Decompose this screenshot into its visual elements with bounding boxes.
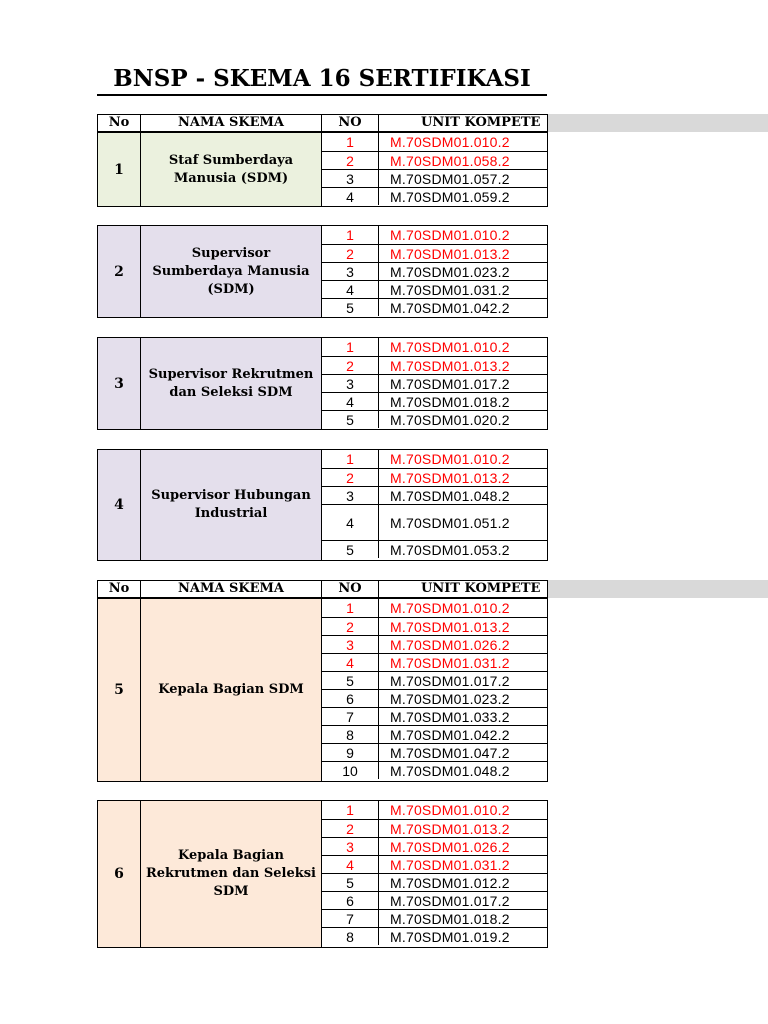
unit-number: 7 bbox=[322, 708, 379, 725]
unit-code: M.70SDM01.031.2 bbox=[390, 856, 510, 873]
unit-number: 8 bbox=[322, 928, 379, 945]
scheme-number: 1 bbox=[98, 133, 141, 206]
scheme-name: Supervisor Sumberdaya Manusia (SDM) bbox=[141, 226, 322, 317]
unit-code: M.70SDM01.010.2 bbox=[390, 600, 510, 616]
unit-row bbox=[322, 635, 547, 653]
unit-number: 5 bbox=[322, 299, 379, 316]
unit-code: M.70SDM01.057.2 bbox=[390, 170, 510, 187]
unit-code: M.70SDM01.020.2 bbox=[390, 411, 510, 428]
scheme-block bbox=[97, 449, 548, 561]
unit-row bbox=[322, 540, 547, 558]
unit-code: M.70SDM01.047.2 bbox=[390, 744, 510, 761]
unit-number: 2 bbox=[322, 618, 379, 635]
unit-number: 6 bbox=[322, 690, 379, 707]
scheme-block bbox=[97, 598, 548, 782]
unit-number: 4 bbox=[322, 393, 379, 410]
unit-number: 2 bbox=[322, 357, 379, 374]
unit-row bbox=[322, 450, 547, 468]
scheme-block bbox=[97, 800, 548, 948]
unit-row bbox=[322, 151, 547, 169]
unit-row bbox=[322, 927, 547, 945]
unit-code: M.70SDM01.018.2 bbox=[390, 393, 510, 410]
unit-row bbox=[322, 725, 547, 743]
scheme-block bbox=[97, 132, 548, 207]
unit-row bbox=[322, 909, 547, 927]
scheme-name: Kepala Bagian SDM bbox=[141, 599, 322, 781]
unit-code: M.70SDM01.048.2 bbox=[390, 487, 510, 504]
unit-row bbox=[322, 891, 547, 909]
unit-code: M.70SDM01.059.2 bbox=[390, 188, 510, 205]
unit-row bbox=[322, 244, 547, 262]
unit-code: M.70SDM01.013.2 bbox=[390, 618, 510, 635]
unit-code: M.70SDM01.010.2 bbox=[390, 134, 510, 150]
unit-code: M.70SDM01.013.2 bbox=[390, 357, 510, 374]
unit-number: 3 bbox=[322, 487, 379, 504]
unit-number: 4 bbox=[322, 654, 379, 671]
unit-number: 4 bbox=[322, 856, 379, 873]
unit-code: M.70SDM01.010.2 bbox=[390, 339, 510, 355]
unit-number: 2 bbox=[322, 469, 379, 486]
unit-code: M.70SDM01.013.2 bbox=[390, 245, 510, 262]
unit-number: 5 bbox=[322, 541, 379, 558]
unit-row bbox=[322, 837, 547, 855]
unit-row bbox=[322, 169, 547, 187]
scheme-number: 5 bbox=[98, 599, 141, 781]
unit-code: M.70SDM01.010.2 bbox=[390, 451, 510, 467]
unit-code: M.70SDM01.023.2 bbox=[390, 263, 510, 280]
unit-code: M.70SDM01.017.2 bbox=[390, 672, 510, 689]
unit-number: 1 bbox=[322, 338, 379, 356]
unit-row bbox=[322, 410, 547, 428]
unit-number: 4 bbox=[322, 505, 379, 540]
table-header bbox=[97, 580, 548, 598]
unit-number: 5 bbox=[322, 874, 379, 891]
scheme-block bbox=[97, 225, 548, 318]
scheme-number: 6 bbox=[98, 801, 141, 947]
unit-code: M.70SDM01.042.2 bbox=[390, 299, 510, 316]
unit-number: 9 bbox=[322, 744, 379, 761]
unit-code: M.70SDM01.012.2 bbox=[390, 874, 510, 891]
unit-code: M.70SDM01.031.2 bbox=[390, 654, 510, 671]
unit-code: M.70SDM01.026.2 bbox=[390, 838, 510, 855]
unit-code: M.70SDM01.058.2 bbox=[390, 152, 510, 169]
unit-row bbox=[322, 743, 547, 761]
scheme-number: 2 bbox=[98, 226, 141, 317]
unit-code: M.70SDM01.017.2 bbox=[390, 892, 510, 909]
unit-code: M.70SDM01.042.2 bbox=[390, 726, 510, 743]
header-no: No bbox=[98, 115, 141, 131]
unit-code: M.70SDM01.013.2 bbox=[390, 820, 510, 837]
unit-number: 5 bbox=[322, 672, 379, 689]
unit-list bbox=[322, 338, 547, 429]
unit-row bbox=[322, 801, 547, 819]
scheme-number: 4 bbox=[98, 450, 141, 560]
scheme-name: Supervisor Rekrutmen dan Seleksi SDM bbox=[141, 338, 322, 429]
unit-row bbox=[322, 486, 547, 504]
unit-row bbox=[322, 280, 547, 298]
unit-row bbox=[322, 226, 547, 244]
unit-list bbox=[322, 450, 547, 560]
unit-code: M.70SDM01.051.2 bbox=[390, 514, 510, 531]
header-nama-skema: NAMA SKEMA bbox=[141, 115, 322, 131]
unit-number: 1 bbox=[322, 801, 379, 819]
unit-number: 2 bbox=[322, 152, 379, 169]
unit-number: 3 bbox=[322, 263, 379, 280]
unit-number: 6 bbox=[322, 892, 379, 909]
unit-row bbox=[322, 468, 547, 486]
unit-row bbox=[322, 298, 547, 316]
unit-number: 3 bbox=[322, 636, 379, 653]
unit-row bbox=[322, 133, 547, 151]
scheme-name: Supervisor Hubungan Industrial bbox=[141, 450, 322, 560]
unit-number: 1 bbox=[322, 133, 379, 151]
unit-number: 1 bbox=[322, 599, 379, 617]
unit-row bbox=[322, 338, 547, 356]
unit-number: 4 bbox=[322, 281, 379, 298]
header-band bbox=[548, 114, 768, 132]
header-no: No bbox=[98, 581, 141, 597]
unit-code: M.70SDM01.018.2 bbox=[390, 910, 510, 927]
unit-row bbox=[322, 356, 547, 374]
unit-row bbox=[322, 262, 547, 280]
unit-row bbox=[322, 873, 547, 891]
unit-row bbox=[322, 617, 547, 635]
unit-number: 5 bbox=[322, 411, 379, 428]
scheme-name: Kepala Bagian Rekrutmen dan Seleksi SDM bbox=[141, 801, 322, 947]
unit-row bbox=[322, 819, 547, 837]
unit-number: 2 bbox=[322, 820, 379, 837]
unit-row bbox=[322, 374, 547, 392]
header-no-unit: NO bbox=[322, 115, 379, 131]
unit-number: 1 bbox=[322, 226, 379, 244]
header-band bbox=[548, 580, 768, 598]
unit-list bbox=[322, 801, 547, 947]
header-unit-kompetensi: UNIT KOMPETE bbox=[421, 115, 541, 130]
unit-row bbox=[322, 187, 547, 205]
unit-row bbox=[322, 392, 547, 410]
unit-code: M.70SDM01.033.2 bbox=[390, 708, 510, 725]
unit-list bbox=[322, 226, 547, 317]
unit-number: 3 bbox=[322, 170, 379, 187]
scheme-number: 3 bbox=[98, 338, 141, 429]
unit-code: M.70SDM01.010.2 bbox=[390, 802, 510, 818]
unit-row bbox=[322, 761, 547, 779]
unit-code: M.70SDM01.053.2 bbox=[390, 541, 510, 558]
header-nama-skema: NAMA SKEMA bbox=[141, 581, 322, 597]
unit-code: M.70SDM01.010.2 bbox=[390, 227, 510, 243]
unit-row bbox=[322, 599, 547, 617]
unit-code: M.70SDM01.023.2 bbox=[390, 690, 510, 707]
unit-list bbox=[322, 599, 547, 781]
table-header bbox=[97, 114, 548, 132]
header-no-unit: NO bbox=[322, 581, 379, 597]
unit-number: 4 bbox=[322, 188, 379, 205]
unit-number: 3 bbox=[322, 375, 379, 392]
unit-row bbox=[322, 855, 547, 873]
unit-code: M.70SDM01.048.2 bbox=[390, 762, 510, 779]
scheme-name: Staf Sumberdaya Manusia (SDM) bbox=[141, 133, 322, 206]
unit-code: M.70SDM01.026.2 bbox=[390, 636, 510, 653]
unit-row bbox=[322, 689, 547, 707]
unit-row bbox=[322, 504, 547, 540]
page-title: BNSP - SKEMA 16 SERTIFIKASI bbox=[97, 62, 547, 96]
unit-code: M.70SDM01.013.2 bbox=[390, 469, 510, 486]
unit-code: M.70SDM01.031.2 bbox=[390, 281, 510, 298]
unit-number: 1 bbox=[322, 450, 379, 468]
unit-list bbox=[322, 133, 547, 206]
unit-code: M.70SDM01.017.2 bbox=[390, 375, 510, 392]
unit-row bbox=[322, 653, 547, 671]
header-unit-kompetensi: UNIT KOMPETE bbox=[421, 581, 541, 596]
unit-row bbox=[322, 671, 547, 689]
unit-number: 7 bbox=[322, 910, 379, 927]
scheme-block bbox=[97, 337, 548, 430]
unit-code: M.70SDM01.019.2 bbox=[390, 928, 510, 945]
unit-row bbox=[322, 707, 547, 725]
unit-number: 3 bbox=[322, 838, 379, 855]
unit-number: 10 bbox=[322, 762, 379, 779]
unit-number: 2 bbox=[322, 245, 379, 262]
unit-number: 8 bbox=[322, 726, 379, 743]
